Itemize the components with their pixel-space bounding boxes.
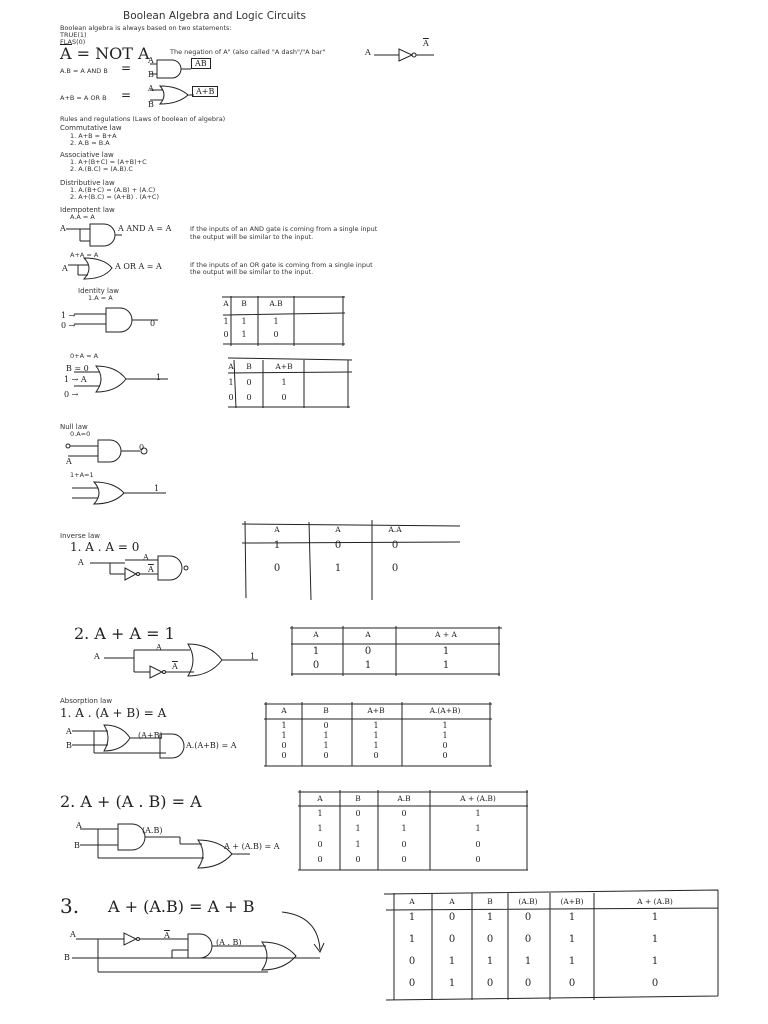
commutative-item-1: 1. A+B = B+A xyxy=(70,132,117,140)
idempotent-note2-l1: If the inputs of an OR gate is coming from a single input xyxy=(190,261,373,269)
identity-g2-in2: 0 → xyxy=(64,390,79,399)
identity-table2-cell: 1 xyxy=(228,378,234,387)
inverse-table2-cell: 1 xyxy=(364,660,372,671)
or-gate-symbol xyxy=(160,86,188,104)
absorption-heading: Absorption law xyxy=(60,697,113,705)
absorption-table2-cell: 0 xyxy=(475,855,481,864)
absorption-table3-header: B xyxy=(487,897,493,906)
inverse-table1-cell: 0 xyxy=(273,563,281,574)
and-def-text: A.B = A AND B xyxy=(60,67,108,75)
identity-table1-cell: 1 xyxy=(241,330,247,339)
absorption-table2-header: B xyxy=(355,794,361,803)
or-def-text: A+B = A OR B xyxy=(60,94,107,102)
absorption-table3-cell: 0 xyxy=(486,978,494,989)
idempotent-note1-l1: If the inputs of an AND gate is coming from a single input xyxy=(190,225,378,233)
inverse-g1-top: A xyxy=(143,553,149,562)
not-handwritten: A = NOT A xyxy=(60,44,150,63)
absorption-g2-in-a: A xyxy=(76,821,82,830)
inverse-table1-cell: 1 xyxy=(273,540,281,551)
identity-item-2: 0+A = A xyxy=(70,352,99,360)
absorption-table3-cell: 0 xyxy=(486,934,494,945)
identity-table1-cell: 0 xyxy=(273,330,279,339)
inverse-table1-header: A xyxy=(335,525,341,534)
inverse-table2-header: A xyxy=(365,630,371,639)
idempotent-item-2: A+A = A xyxy=(70,251,99,259)
inverse-g2-out: 1 xyxy=(250,652,256,661)
idempotent-note1-l2: the output will be similar to the input. xyxy=(190,233,314,241)
absorption-table1-cell: 1 xyxy=(442,731,448,740)
inverse-g2-bar: $\overline{A}$ xyxy=(172,662,178,671)
absorption-table2-cell: 1 xyxy=(317,809,323,818)
absorption-table3-cell: 0 xyxy=(524,912,532,923)
and-out: AB xyxy=(191,58,211,69)
identity-g1-out: 0 xyxy=(150,319,156,328)
or-in-a: A xyxy=(148,84,154,93)
absorption-table3-cell: 0 xyxy=(448,934,456,945)
identity-item-1: 1.A = A xyxy=(88,294,113,302)
absorption-table2-cell: 0 xyxy=(355,855,361,864)
identity-g2-in1: 1 → A xyxy=(64,375,87,384)
absorption-g2-in-b: B xyxy=(74,841,80,850)
commutative-heading: Commutative law xyxy=(60,124,122,132)
identity-table2-cell: 0 xyxy=(246,393,252,402)
absorption-table1-cell: 1 xyxy=(281,721,287,730)
absorption-table3-cell: 1 xyxy=(568,956,576,967)
absorption-eq1: 1. A . (A + B) = A xyxy=(60,706,167,720)
absorption-g3-in-a: A xyxy=(70,930,76,939)
null-g1-in: A xyxy=(66,457,72,466)
not-gate-symbol xyxy=(399,49,412,61)
absorption-table3-cell: 1 xyxy=(486,912,494,923)
and-gate-symbol xyxy=(157,60,181,78)
absorption-g3-bar: $\overline{A}$ xyxy=(164,931,170,940)
absorption-table2-cell: 0 xyxy=(401,840,407,849)
absorption-table1-header: A+B xyxy=(367,706,385,715)
and-in-b: B xyxy=(148,70,154,79)
idempotent-gate2-label: A OR A = A xyxy=(115,262,162,271)
idempotent-heading: Idempotent law xyxy=(60,206,115,214)
identity-table2-cell: 0 xyxy=(246,378,252,387)
absorption-table2-header: A + (A.B) xyxy=(460,794,496,803)
absorption-table1-cell: 1 xyxy=(281,731,287,740)
null-item-1: 0.A=0 xyxy=(70,430,91,438)
absorption-table2-cell: 1 xyxy=(475,809,481,818)
null-g2-out: 1 xyxy=(154,484,160,493)
identity-table2-cell: 0 xyxy=(228,393,234,402)
identity-g1-in1: 1 → xyxy=(61,311,76,320)
page-title: Boolean Algebra and Logic Circuits xyxy=(123,10,306,22)
identity-table2-cell: 1 xyxy=(281,378,287,387)
absorption-table3-header: A + (A.B) xyxy=(637,897,673,906)
absorption-g3-in-b: B xyxy=(64,953,70,962)
absorption-g1-mid: (A+B) xyxy=(138,731,163,740)
idempotent-or-gate xyxy=(84,258,112,279)
absorption-table2-cell: 0 xyxy=(317,840,323,849)
intro-false: FLAS(0) xyxy=(60,38,86,46)
and-def-eq: = xyxy=(121,61,132,75)
absorption-table2-cell: 1 xyxy=(355,840,361,849)
absorption-table3-header: (A.B) xyxy=(518,897,538,906)
identity-table1-cell: 1 xyxy=(241,317,247,326)
absorption-and-gate-2 xyxy=(118,824,145,850)
identity-table1-cell: 1 xyxy=(273,317,279,326)
identity-table2-header: A xyxy=(228,362,234,371)
inverse-table2-cell: 1 xyxy=(312,646,320,657)
inverse-table2-cell: 1 xyxy=(442,646,450,657)
inverse-table1-cell: 0 xyxy=(391,540,399,551)
idempotent-note2-l2: the output will be similar to the input. xyxy=(190,268,314,276)
identity-table1-header: A.B xyxy=(269,299,283,308)
inverse-table1-header: A.A xyxy=(388,525,402,534)
absorption-table2-cell: 0 xyxy=(355,809,361,818)
absorption-table1-cell: 0 xyxy=(281,741,287,750)
inverse-and-gate xyxy=(158,556,182,580)
or-in-b: B xyxy=(148,100,154,109)
inverse-heading: Inverse law xyxy=(60,532,100,540)
absorption-table1-cell: 1 xyxy=(323,731,329,740)
absorption-table1-cell: 1 xyxy=(323,741,329,750)
not-input: A xyxy=(365,48,371,57)
inverse-table2-header: A + A xyxy=(435,630,457,639)
idempotent-gate2-in: A xyxy=(62,264,68,273)
idempotent-gate1-label: A AND A = A xyxy=(118,224,172,233)
absorption-table2-cell: 0 xyxy=(401,855,407,864)
identity-table2-header: A+B xyxy=(275,362,293,371)
inverse-table1-cell: 0 xyxy=(334,540,342,551)
inverse-table1-cell: 1 xyxy=(334,563,342,574)
absorption-table3-cell: 1 xyxy=(448,956,456,967)
absorption-table2-cell: 1 xyxy=(355,824,361,833)
identity-table1-cell: 1 xyxy=(223,317,229,326)
or-out: A+B xyxy=(192,86,218,97)
identity-g2-top: B = 0 xyxy=(66,364,89,373)
absorption-eq3-num: 3. xyxy=(60,894,80,918)
inverse-g1-in: A xyxy=(78,558,84,567)
absorption-table1-cell: 0 xyxy=(323,721,329,730)
associative-item-1: 1. A+(B+C) = (A+B)+C xyxy=(70,158,147,166)
absorption-table1-cell: 0 xyxy=(442,741,448,750)
absorption-table3-cell: 1 xyxy=(568,934,576,945)
inverse-g2-top: A xyxy=(156,643,162,652)
absorption-table2-header: A xyxy=(317,794,323,803)
null-heading: Null law xyxy=(60,423,88,431)
absorption-table3-cell: 1 xyxy=(651,912,659,923)
or-def-eq: = xyxy=(121,88,132,102)
identity-g2-out: 1 xyxy=(156,373,162,382)
distributive-item-1: 1. A.(B+C) = (A.B) + (A.C) xyxy=(70,186,156,194)
identity-and-gate xyxy=(106,308,132,332)
absorption-table2-cell: 1 xyxy=(475,824,481,833)
absorption-table3-cell: 0 xyxy=(568,978,576,989)
absorption-table1-cell: 1 xyxy=(373,721,379,730)
rules-heading: Rules and regulations (Laws of boolean of algebra) xyxy=(60,115,226,123)
absorption-or-gate xyxy=(198,840,232,868)
distributive-heading: Distributive law xyxy=(60,179,115,187)
absorption-table3-cell: 1 xyxy=(448,978,456,989)
absorption-table1-cell: 0 xyxy=(281,751,287,760)
absorption-and-gate-3 xyxy=(188,934,212,958)
null-and-gate xyxy=(98,440,121,462)
absorption-table3-cell: 0 xyxy=(448,912,456,923)
inverse-table2-cell: 0 xyxy=(364,646,372,657)
idempotent-gate1-in: A xyxy=(60,224,66,233)
associative-heading: Associative law xyxy=(60,151,114,159)
distributive-item-2: 2. A+(B.C) = (A+B) . (A+C) xyxy=(70,193,160,201)
absorption-table1-header: A xyxy=(281,706,287,715)
null-item-2: 1+A=1 xyxy=(70,471,94,479)
absorption-table3-header: A xyxy=(409,897,415,906)
null-or-gate xyxy=(94,482,124,504)
absorption-table3-header: A xyxy=(449,897,455,906)
absorption-table3-cell: 1 xyxy=(408,912,416,923)
absorption-table2-cell: 0 xyxy=(401,809,407,818)
absorption-table3-cell: 1 xyxy=(524,956,532,967)
absorption-table3-cell: 1 xyxy=(651,956,659,967)
absorption-table1-cell: 1 xyxy=(442,721,448,730)
identity-heading: Identity law xyxy=(78,287,120,295)
absorption-table3-cell: 1 xyxy=(408,934,416,945)
absorption-and-gate xyxy=(160,734,184,758)
absorption-or-gate-3 xyxy=(262,942,296,970)
inverse-or-gate xyxy=(188,644,222,676)
inverse-eq2: 2. A + A = 1 xyxy=(74,624,175,643)
inverse-g1-bar: $\overline{A}$ xyxy=(148,565,154,574)
idempotent-and-gate xyxy=(90,224,115,246)
absorption-table3-cell: 0 xyxy=(524,978,532,989)
absorption-g1-out: A.(A+B) = A xyxy=(186,741,237,750)
and-in-a: A xyxy=(148,56,154,65)
absorption-g2-mid: (A.B) xyxy=(142,826,163,835)
absorption-table1-header: A.(A+B) xyxy=(429,706,461,715)
null-g1-out: 0 xyxy=(139,443,145,452)
inverse-table2-cell: 1 xyxy=(442,660,450,671)
absorption-table2-cell: 0 xyxy=(475,840,481,849)
absorption-table3-cell: 1 xyxy=(486,956,494,967)
absorption-table3-cell: 1 xyxy=(568,912,576,923)
absorption-g3-mid: (A . B) xyxy=(216,938,242,947)
associative-item-2: 2. A.(B.C) = (A.B).C xyxy=(70,165,133,173)
absorption-table2-cell: 0 xyxy=(317,855,323,864)
absorption-table1-cell: 1 xyxy=(373,741,379,750)
identity-table2-cell: 0 xyxy=(281,393,287,402)
identity-g1-in2: 0 → xyxy=(61,321,76,330)
idempotent-item-1: A.A = A xyxy=(70,213,95,221)
absorption-g1-in-a: A xyxy=(66,727,72,736)
identity-table1-cell: 0 xyxy=(223,330,229,339)
absorption-table2-header: A.B xyxy=(397,794,411,803)
identity-table1-header: A xyxy=(223,299,229,308)
absorption-table1-cell: 1 xyxy=(373,731,379,740)
absorption-table3-cell: 0 xyxy=(408,978,416,989)
absorption-g1-in-b: B xyxy=(66,741,72,750)
absorption-table3-header: (A+B) xyxy=(560,897,584,906)
identity-table1-header: B xyxy=(241,299,247,308)
absorption-eq3: A + (A.B) = A + B xyxy=(108,897,255,916)
not-note: The negation of A" (also called "A dash"/"A bar" xyxy=(170,48,326,56)
absorption-table3-cell: 0 xyxy=(651,978,659,989)
absorption-table2-cell: 1 xyxy=(317,824,323,833)
absorption-table1-cell: 0 xyxy=(323,751,329,760)
inverse-table1-cell: 0 xyxy=(391,563,399,574)
absorption-table1-header: B xyxy=(323,706,329,715)
identity-table2-header: B xyxy=(246,362,252,371)
identity-or-gate xyxy=(96,366,126,392)
absorption-table3-cell: 1 xyxy=(651,934,659,945)
absorption-table3-cell: 0 xyxy=(524,934,532,945)
commutative-item-2: 2. A.B = B.A xyxy=(70,139,110,147)
intro-line: Boolean algebra is always based on two statements: xyxy=(60,24,232,32)
absorption-table2-cell: 1 xyxy=(401,824,407,833)
absorption-table1-cell: 0 xyxy=(442,751,448,760)
absorption-g2-out: A + (A.B) = A xyxy=(224,842,280,851)
inverse-g2-in: A xyxy=(94,652,100,661)
absorption-table1-cell: 0 xyxy=(373,751,379,760)
absorption-table3-cell: 0 xyxy=(408,956,416,967)
absorption-eq2: 2. A + (A . B) = A xyxy=(60,792,202,811)
not-output: $\overline{A}$ xyxy=(423,39,429,48)
inverse-table1-header: A xyxy=(274,525,280,534)
inverse-table2-header: A xyxy=(313,630,319,639)
intro-true: TRUE(1) xyxy=(60,31,87,39)
inverse-table2-cell: 0 xyxy=(312,660,320,671)
inverse-eq1: 1. A . A = 0 xyxy=(70,540,140,554)
